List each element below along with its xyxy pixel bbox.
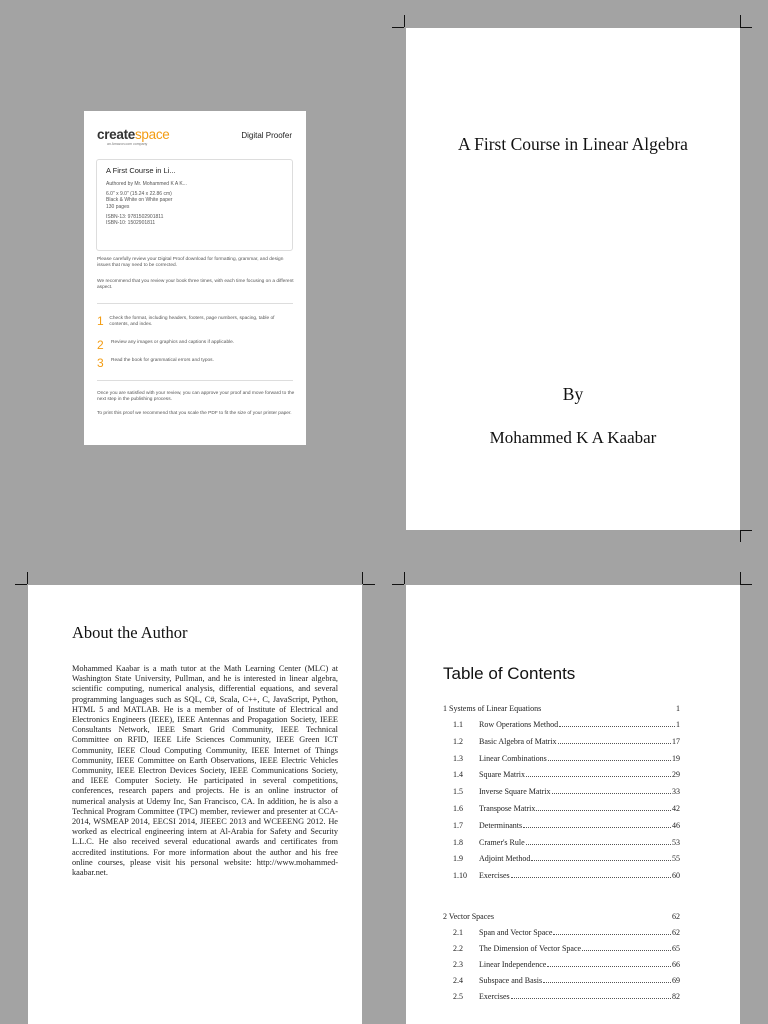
crop-mark <box>392 584 404 585</box>
section-title: Inverse Square Matrix <box>479 787 551 797</box>
section-title: Row Operations Method <box>479 720 559 729</box>
toc-entry <box>443 854 680 866</box>
dot-leader <box>511 992 671 999</box>
section-title: Basic Algebra of Matrix <box>479 736 557 746</box>
dot-leader <box>511 871 671 878</box>
about-body-text: Mohammed Kaabar is a math tutor at the Math Learning Center (MLC) at Washington State University, Pullman, and he is interested in linear algebra, scientific computing, numerical analysis, differential equations, and several programming languages such as SQL, C#, Scala, C++, C, JavaScript, Python, HTML 5 and MATLAB. He is a member of of Institute of Electrical and Electronics Engineers (IEEE), IEEE Antennas and Propagation Society, IEEE Consultants Network, IEEE Smart Grid Community, IEEE Technical Committee on RFID, IEEE Life Sciences Community, IEEE Green ICT Community, IEEE Cloud Computing Community, IEEE Internet of Things Community, IEEE Committee on Earth Observations, IEEE Electric Vehicles Community, IEEE Electron Devices Society, IEEE Communications Society, and IEEE Computer Society. He participated in several competitions, conferences, research papers and projects. He is an online instructor of numerical analysis at Udemy Inc, San Francisco, CA. In addition, he is also a Technical Program Committee (TPC) member, reviewer and presenter at CCA-2014, WSMEAP 2014, EECSI 2014, JIEEEC 2013 and WCEEENG 2012. He worked as electrical engineering intern at Al-Arabia for Safety and Security L.L.C. He also received several educational awards and certificates from accredited institutions. For more information about the author and his free online courses, please visit his personal website: http://www.mohammed-kaabar.net. <box>72 664 338 878</box>
step-number: 1 <box>97 314 104 328</box>
toc-entry <box>443 821 680 833</box>
createspace-logo: createspace <box>97 127 170 142</box>
toc-entry <box>443 928 680 940</box>
section-number: 1.3 <box>453 753 463 763</box>
toc-entry <box>443 737 680 749</box>
dot-leader <box>552 787 671 794</box>
isbn-10: ISBN-10: 1502901811 <box>106 220 156 227</box>
chapter-page: 62 <box>672 912 680 921</box>
crop-mark <box>15 584 27 585</box>
by-label: By <box>562 384 584 404</box>
book-title-heading: A First Course in Linear Algebra <box>458 134 688 154</box>
crop-mark <box>392 27 404 28</box>
section-title: Cramer's Rule <box>479 837 525 847</box>
trim-size: 6.0" x 9.0" (15.24 x 22.86 cm) <box>106 191 172 198</box>
divider <box>97 303 293 304</box>
step-text: Read the book for grammatical errors and typos. <box>111 358 214 363</box>
section-page: 60 <box>672 871 680 881</box>
crop-mark <box>404 15 405 27</box>
section-number: 1.9 <box>453 854 463 864</box>
section-number: 1.8 <box>453 837 463 847</box>
step-item <box>97 339 295 351</box>
toc-chapter <box>443 912 680 921</box>
about-author-page <box>28 585 362 1024</box>
crop-mark <box>740 530 741 542</box>
section-title: Determinants <box>479 820 523 830</box>
title-page <box>406 28 740 530</box>
recommend-note: We recommend that you review your book three times, with each time focusing on a different aspect. <box>97 279 294 291</box>
toc-entry <box>443 787 680 799</box>
logo-subtitle: an Amazon.com company <box>107 142 148 146</box>
section-title: Square Matrix <box>479 770 525 780</box>
section-page: 33 <box>672 787 680 797</box>
dot-leader <box>548 754 671 761</box>
crop-mark <box>740 15 741 27</box>
section-number: 2.2 <box>453 944 463 953</box>
page-count: 130 pages <box>106 203 130 210</box>
about-heading: About the Author <box>72 623 188 642</box>
section-page: 46 <box>672 820 680 830</box>
digital-proof-card <box>84 111 306 445</box>
book-info-box <box>96 159 293 251</box>
step-text: Review any images or graphics and captions if applicable. <box>111 340 235 345</box>
crop-mark <box>363 584 375 585</box>
section-title: Adjoint Method <box>479 854 531 864</box>
section-page: 17 <box>672 736 680 746</box>
step-item <box>97 315 295 329</box>
dot-leader <box>547 960 671 967</box>
section-number: 1.4 <box>453 770 463 780</box>
crop-mark <box>740 530 752 531</box>
section-page: 62 <box>672 928 680 937</box>
toc-entry <box>443 960 680 972</box>
step-text: Check the format, including headers, footers, page numbers, spacing, table of contents, and index. <box>109 316 275 328</box>
section-number: 2.4 <box>453 976 463 985</box>
toc-entry <box>443 871 680 883</box>
section-title: Linear Combinations <box>479 753 547 763</box>
proofer-label: Digital Proofer <box>241 131 292 140</box>
toc-entry <box>443 770 680 782</box>
section-number: 1.2 <box>453 736 463 746</box>
toc-entry <box>443 754 680 766</box>
isbn-13: ISBN-13: 9781502901811 <box>106 213 164 220</box>
review-note: Please carefully review your Digital Proof download for formatting, grammar, and design issues that may need to be corrected. <box>97 257 284 269</box>
crop-mark <box>404 572 405 584</box>
dot-leader <box>526 838 671 845</box>
section-number: 1.5 <box>453 787 463 797</box>
section-title: Subspace and Basis <box>479 976 543 985</box>
dot-leader <box>559 720 675 727</box>
toc-entry <box>443 976 680 988</box>
step-item <box>97 357 295 369</box>
section-page: 29 <box>672 770 680 780</box>
section-title: Transpose Matrix <box>479 804 536 813</box>
section-page: 66 <box>672 960 680 969</box>
crop-mark <box>362 572 363 584</box>
step-number: 3 <box>97 356 104 370</box>
dot-leader <box>582 944 671 951</box>
chapter-title: 2 Vector Spaces <box>443 912 494 921</box>
toc-entry <box>443 992 680 1004</box>
section-number: 1.1 <box>453 720 463 729</box>
author-name: Mohammed K A Kaabar <box>489 428 657 447</box>
paper-type: Black & White on White paper <box>106 197 173 204</box>
approve-note: Once you are satisfied with your review, you can approve your proof and move forward to the next step in the publishing process. <box>97 391 295 403</box>
dot-leader <box>553 928 671 935</box>
toc-entry <box>443 804 680 816</box>
section-number: 2.3 <box>453 960 463 969</box>
authored-by: Authored by Mr. Mohammed K A K... <box>106 181 187 187</box>
dot-leader <box>543 976 671 983</box>
section-number: 2.1 <box>453 928 463 937</box>
toc-heading: Table of Contents <box>443 664 576 683</box>
crop-mark <box>740 27 752 28</box>
section-title: The Dimension of Vector Space <box>479 944 582 953</box>
section-page: 69 <box>672 976 680 985</box>
section-page: 1 <box>676 720 680 729</box>
dot-leader <box>523 821 671 828</box>
section-number: 1.7 <box>453 820 463 830</box>
print-note: To print this proof we recommend that you scale the PDF to fit the size of your printer paper. <box>97 411 292 416</box>
chapter-title: 1 Systems of Linear Equations <box>443 704 542 713</box>
dot-leader <box>526 770 671 777</box>
dot-leader <box>558 737 671 744</box>
section-number: 1.10 <box>453 871 467 881</box>
chapter-page: 1 <box>676 704 680 713</box>
toc-page <box>406 585 740 1024</box>
section-number: 1.6 <box>453 804 463 813</box>
section-title: Linear Independence <box>479 960 547 969</box>
section-title: Span and Vector Space <box>479 928 553 937</box>
section-page: 82 <box>672 992 680 1001</box>
section-page: 53 <box>672 837 680 847</box>
step-number: 2 <box>97 338 104 352</box>
toc-entry <box>443 838 680 850</box>
divider <box>97 380 293 381</box>
crop-mark <box>27 572 28 584</box>
toc-chapter <box>443 704 680 713</box>
book-title: A First Course in Li... <box>106 166 176 175</box>
section-page: 19 <box>672 753 680 763</box>
dot-leader <box>531 854 671 861</box>
section-page: 55 <box>672 854 680 864</box>
section-number: 2.5 <box>453 992 463 1001</box>
toc-entry <box>443 944 680 956</box>
section-page: 42 <box>672 804 680 813</box>
dot-leader <box>536 804 671 811</box>
toc-entry <box>443 720 680 732</box>
crop-mark <box>740 572 741 584</box>
section-title: Exercises <box>479 871 510 881</box>
section-page: 65 <box>672 944 680 953</box>
crop-mark <box>740 584 752 585</box>
section-title: Exercises <box>479 992 510 1001</box>
